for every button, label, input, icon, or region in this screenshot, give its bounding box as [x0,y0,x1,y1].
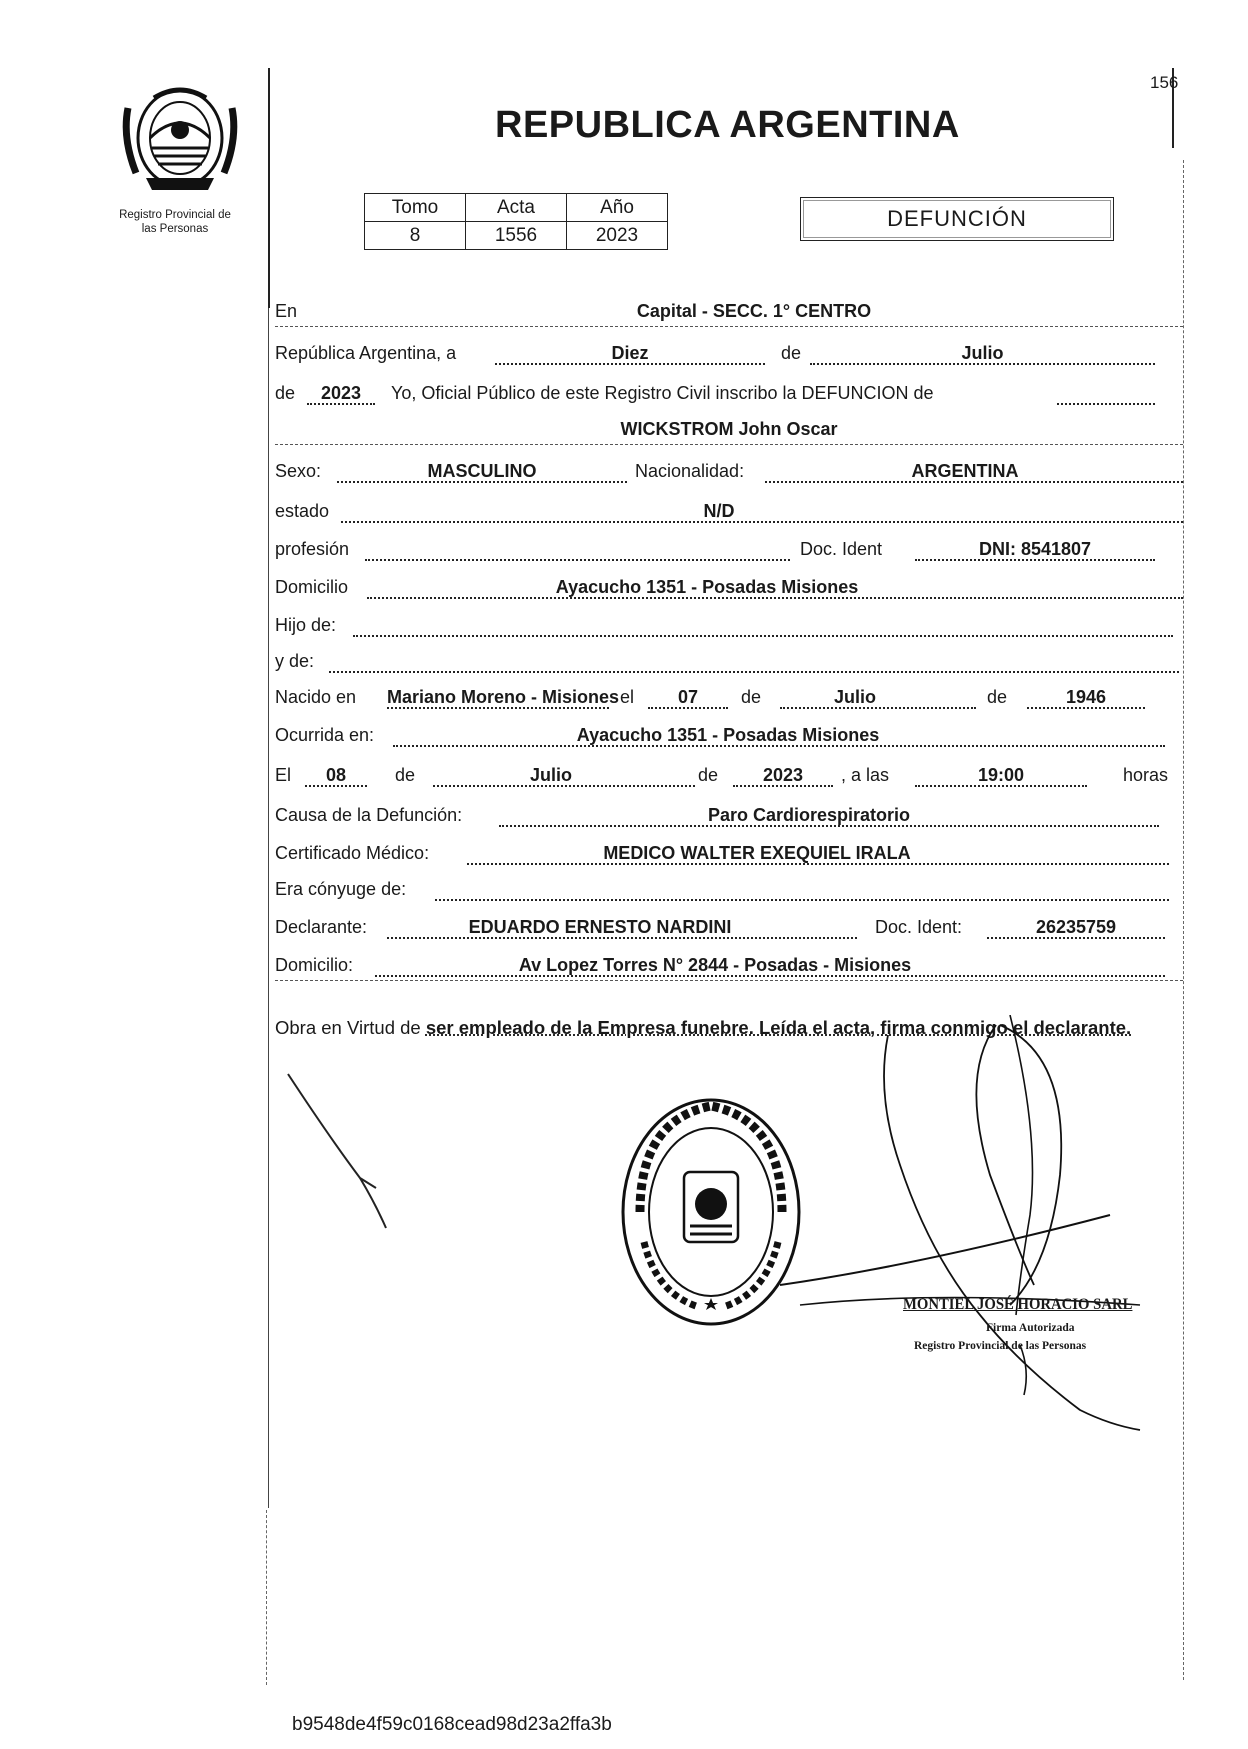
el2-label: El [275,765,292,785]
row-causa [275,794,1183,830]
row-fecha [275,332,1183,368]
signatory-name: MONTIEL JOSÉ HORACIO SARL [903,1296,1133,1313]
acta-header: Acta [466,194,567,222]
cancel-stroke-icon [280,1068,400,1238]
row-sexo [275,450,1183,486]
causa-value: Paro Cardiorespiratorio [707,805,911,825]
domicilio-label: Domicilio [275,577,349,597]
nacido-label: Nacido en [275,687,357,707]
signatory-agency: Registro Provincial de las Personas [914,1340,1087,1352]
domicilio2-label: Domicilio: [275,955,354,975]
left-margin-line-bottom [266,1510,267,1685]
ocurrida-value: Ayacucho 1351 - Posadas Misiones [576,725,880,745]
def-anio-value: 2023 [762,765,804,785]
document-hash: b9548de4f59c0168cead98d23a2ffa3b [292,1714,612,1735]
tomo-header: Tomo [365,194,466,222]
def-de-label-1: de [395,765,416,785]
nac-dia-value: 07 [677,687,699,707]
estado-value: N/D [703,501,735,521]
agency-caption [95,208,255,236]
declarante-value: EDUARDO ERNESTO NARDINI [468,917,732,937]
page-title: REPUBLICA ARGENTINA [495,104,960,146]
anio-value: 2023 [567,222,668,250]
certificado-label: Certificado Médico: [275,843,430,863]
row-nombre [275,408,1183,445]
row-fecha-defuncion [275,754,1183,790]
domicilio2-value: Av Lopez Torres N° 2844 - Posadas - Misiones [518,955,912,975]
alas-label: , a las [841,765,890,785]
mes-value: Julio [961,343,1004,363]
inscribo-text: Yo, Oficial Público de este Registro Civil inscribo la DEFUNCION de [391,383,934,403]
nacionalidad-value: ARGENTINA [911,461,1019,481]
profesion-label: profesión [275,539,350,559]
horas-label: horas [1123,765,1169,785]
record-type-box: DEFUNCIÓN [800,197,1114,241]
nac-de-label-1: de [741,687,762,707]
hora-value: 19:00 [977,765,1025,785]
de-label-2: de [275,383,296,403]
nac-mes-value: Julio [833,687,876,707]
en-label: En [275,301,298,321]
nacionalidad-label: Nacionalidad: [635,461,745,481]
anio-value: 2023 [320,383,362,403]
row-yde [275,640,1183,676]
conyuge-label: Era cónyuge de: [275,879,407,899]
yde-line [329,671,1179,673]
row-domicilio [275,566,1183,602]
el-label: el [620,687,635,707]
obra-value: ser empleado de la Empresa funebre. Leída el acta, firma conmigo el declarante. [425,1017,1132,1038]
estado-label: estado [275,501,330,521]
row-domicilio2 [275,944,1183,981]
def-mes-value: Julio [529,765,572,785]
ocurrida-label: Ocurrida en: [275,725,375,745]
row-en [275,290,1183,327]
dia-value: Diez [611,343,649,363]
hijo-line [353,635,1173,637]
tomo-value: 8 [365,222,466,250]
en-value: Capital - SECC. 1° CENTRO [636,301,872,321]
de-label-1: de [781,343,802,363]
coat-of-arms-icon [118,78,242,196]
official-seal-icon [616,1092,806,1332]
handwritten-signature-icon [780,1015,1180,1435]
doc-label: Doc. Ident [800,539,883,559]
province-logo [118,78,242,196]
row-profesion [275,528,1183,564]
row-declarante [275,906,1183,942]
doc2-label: Doc. Ident: [875,917,963,937]
nacido-value: Mariano Moreno - Misiones [387,687,620,707]
profesion-line [365,559,790,561]
row-certificado [275,832,1183,868]
certificado-value: MEDICO WALTER EXEQUIEL IRALA [603,843,911,863]
row-conyuge [275,868,1183,904]
row-ocurrida [275,714,1183,750]
anio-header: Año [567,194,668,222]
def-de-label-2: de [698,765,719,785]
yde-label: y de: [275,651,315,671]
nac-anio-value: 1946 [1065,687,1107,707]
deceased-name: WICKSTROM John Oscar [620,419,838,439]
row-anio [275,372,1183,408]
row-estado [275,490,1183,526]
signatory-role: Firma Autorizada [986,1322,1075,1334]
row-nacido [275,676,1183,712]
right-margin-line-lower [1183,160,1184,1680]
sexo-label: Sexo: [275,461,322,481]
conyuge-line [435,899,1169,901]
causa-label: Causa de la Defunción: [275,805,463,825]
republica-label: República Argentina, a [275,343,457,363]
sexo-value: MASCULINO [427,461,537,481]
nac-de-label-2: de [987,687,1008,707]
left-margin-line [268,68,270,308]
declarante-label: Declarante: [275,917,368,937]
acta-value: 1556 [466,222,567,250]
def-dia-value: 08 [325,765,347,785]
page-number: 156 [1150,73,1179,92]
record-table [364,193,668,250]
doc-value: DNI: 8541807 [978,539,1092,559]
doc2-value: 26235759 [1035,917,1117,937]
domicilio-value: Ayacucho 1351 - Posadas Misiones [555,577,859,597]
row-hijo [275,604,1183,640]
obra-label: Obra en Virtud de [275,1017,421,1038]
agency-caption-line1: Registro Provincial de [119,209,231,221]
inscribo-line [1057,403,1155,405]
agency-caption-line2: las Personas [141,223,209,235]
hijo-label: Hijo de: [275,615,337,635]
left-margin-line-lower [268,308,269,1508]
